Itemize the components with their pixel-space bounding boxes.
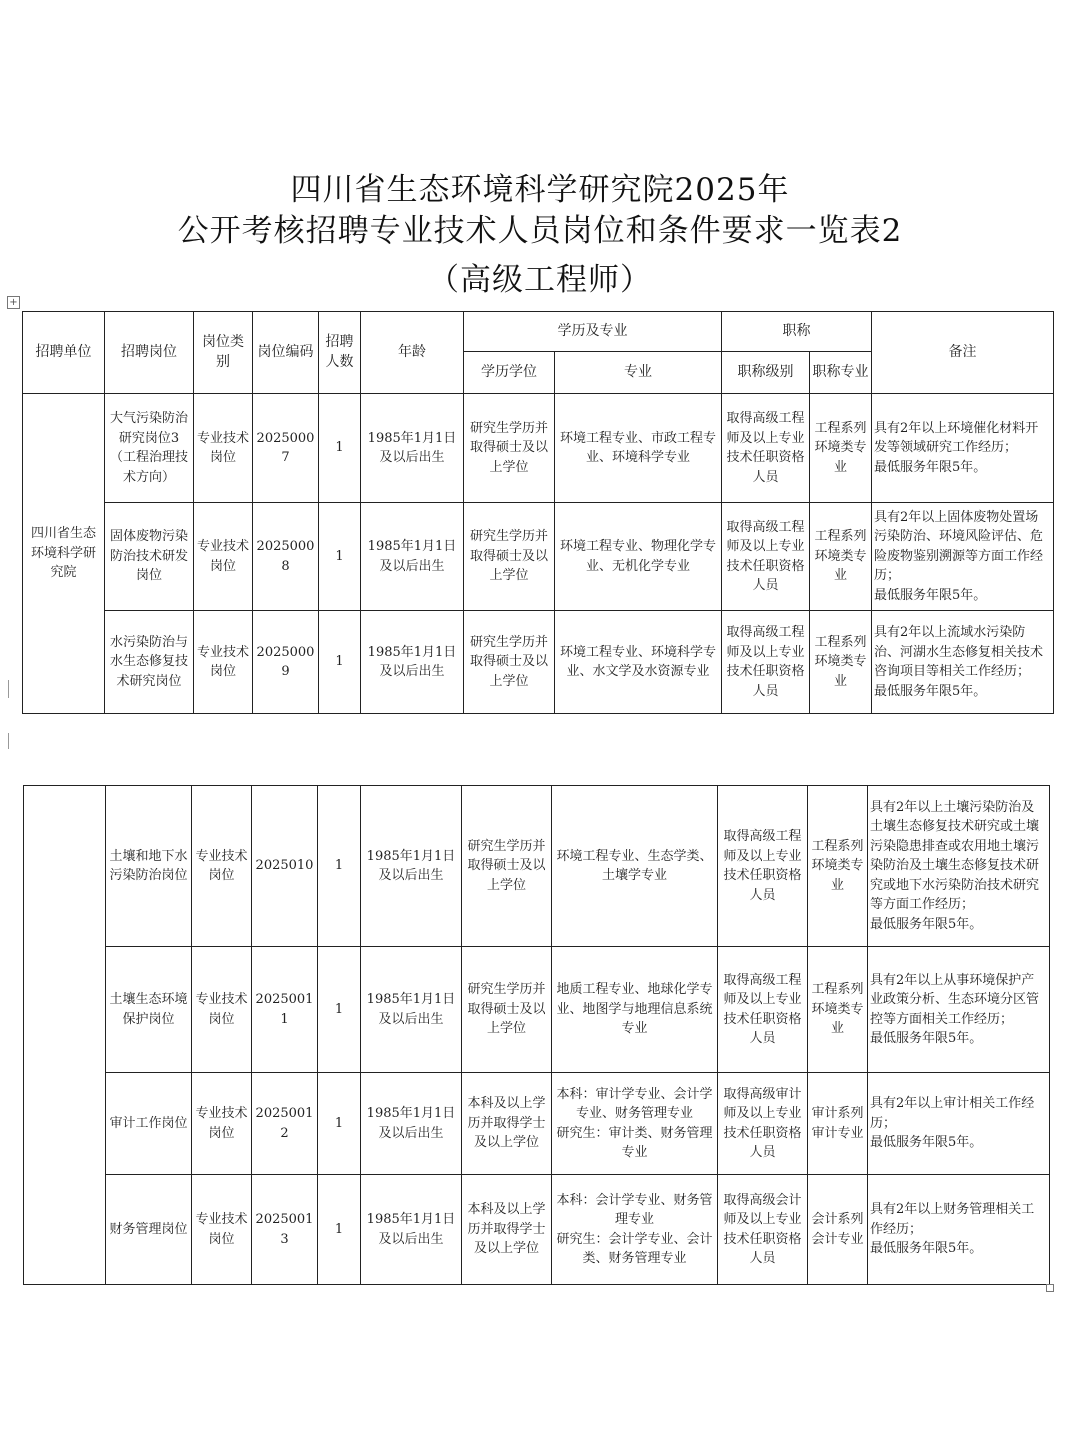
post-cell: 大气污染防治研究岗位3（工程治理技术方向） [105,394,194,503]
type-cell: 专业技术岗位 [192,947,252,1073]
title-level-cell: 取得高级工程师及以上专业技术任职资格人员 [722,394,810,503]
type-cell: 专业技术岗位 [192,1175,252,1285]
code-cell: 20250007 [253,394,319,503]
header-post-type: 岗位类别 [194,312,253,394]
remarks-text: 具有2年以上财务管理相关工作经历； [870,1202,1035,1237]
major-graduate-text: 研究生：会计学专业、会计类、财务管理专业 [556,1231,713,1266]
age-cell: 1985年1月1日及以后出生 [361,786,462,947]
type-cell: 专业技术岗位 [194,503,253,611]
unit-cell-continued [24,786,106,1285]
remarks-cell [868,786,1050,947]
service-text: 最低服务年限5年。 [874,683,987,699]
header-remarks: 备注 [872,312,1054,394]
title-level-cell: 取得高级会计师及以上专业技术任职资格人员 [718,1175,808,1285]
code-cell: 20250012 [252,1073,318,1175]
age-cell: 1985年1月1日及以后出生 [361,611,464,714]
post-cell: 水污染防治与水生态修复技术研究岗位 [105,611,194,714]
major-cell: 环境工程专业、生态学类、土壤学专业 [552,786,718,947]
remarks-text: 具有2年以上从事环境保护产业政策分析、生态环境分区管控等方面相关工作经历； [870,972,1040,1027]
service-text: 最低服务年限5年。 [870,1135,983,1151]
title-level-cell: 取得高级工程师及以上专业技术任职资格人员 [718,947,808,1073]
count-cell: 1 [318,1073,361,1175]
header-count: 招聘人数 [319,312,361,394]
post-cell: 土壤和地下水污染防治岗位 [106,786,192,947]
header-major: 专业 [555,352,722,394]
service-text: 最低服务年限5年。 [870,1241,983,1257]
title-major-cell: 会计系列会计专业 [808,1175,868,1285]
table-row [23,394,1054,503]
header-education-group: 学历及专业 [464,312,722,352]
age-cell: 1985年1月1日及以后出生 [361,1073,462,1175]
page-gutter-mark [8,680,9,698]
title-level-cell: 取得高级审计师及以上专业技术任职资格人员 [718,1073,808,1175]
code-cell: 20250013 [252,1175,318,1285]
table-row [24,1175,1050,1285]
count-cell: 1 [318,1175,361,1285]
count-cell: 1 [319,503,361,611]
service-text: 最低服务年限5年。 [870,916,983,932]
table-resize-handle-icon[interactable] [1046,1284,1054,1292]
service-text: 最低服务年限5年。 [874,459,987,475]
remarks-text: 具有2年以上审计相关工作经历； [870,1096,1035,1131]
table-row [23,503,1054,611]
code-cell: 2025010 [252,786,318,947]
document-subtitle: （高级工程师） [428,262,652,298]
title-major-cell: 工程系列环境类专业 [810,611,872,714]
table-row [24,947,1050,1073]
title-major-cell: 工程系列环境类专业 [808,947,868,1073]
degree-cell: 研究生学历并取得硕士及以上学位 [464,394,555,503]
document-title-line2: 公开考核招聘专业技术人员岗位和条件要求一览表2 [177,213,903,249]
post-cell: 审计工作岗位 [106,1073,192,1175]
type-cell: 专业技术岗位 [194,611,253,714]
major-cell [552,1175,718,1285]
header-title-group: 职称 [722,312,872,352]
header-title-major: 职称专业 [810,352,872,394]
code-cell: 20250011 [252,947,318,1073]
document-title-line1: 四川省生态环境科学研究院2025年 [290,172,790,208]
service-text: 最低服务年限5年。 [870,1031,983,1046]
unit-cell: 四川省生态环境科学研究院 [23,394,105,714]
header-unit: 招聘单位 [23,312,105,394]
table-row [24,1073,1050,1175]
major-graduate-text: 研究生：审计类、财务管理专业 [556,1125,713,1160]
degree-cell: 研究生学历并取得硕士及以上学位 [462,947,552,1073]
major-cell [552,1073,718,1175]
header-post-code: 岗位编码 [253,312,319,394]
post-cell: 土壤生态环境保护岗位 [106,947,192,1073]
recruitment-table-page2 [23,785,1050,1285]
title-major-cell: 审计系列审计专业 [808,1073,868,1175]
title-level-cell: 取得高级工程师及以上专业技术任职资格人员 [718,786,808,947]
title-level-cell: 取得高级工程师及以上专业技术任职资格人员 [722,611,810,714]
header-title-level: 职称级别 [722,352,810,394]
remarks-text: 具有2年以上土壤污染防治及土壤生态修复技术研究或土壤污染隐患排查或农用地土壤污染防治及土壤生态修复技术研究或地下水污染防治技术研究等方面工作经历； [870,799,1040,913]
count-cell: 1 [318,786,361,947]
type-cell: 专业技术岗位 [192,786,252,947]
remarks-text: 具有2年以上固体废物处置场污染防治、环境风险评估、危险废物鉴别溯源等方面工作经历； [874,509,1044,584]
header-post: 招聘岗位 [105,312,194,394]
header-age: 年龄 [361,312,464,394]
remarks-cell [868,1175,1050,1285]
recruitment-table-page1 [22,311,1054,714]
count-cell: 1 [319,611,361,714]
remarks-cell [872,503,1054,611]
page-gutter-mark [8,733,9,749]
major-cell: 环境工程专业、环境科学专业、水文学及水资源专业 [555,611,722,714]
remarks-cell [872,611,1054,714]
title-major-cell: 工程系列环境类专业 [810,394,872,503]
remarks-cell [872,394,1054,503]
age-cell: 1985年1月1日及以后出生 [361,503,464,611]
type-cell: 专业技术岗位 [192,1073,252,1175]
age-cell: 1985年1月1日及以后出生 [361,394,464,503]
major-cell: 地质工程专业、地球化学专业、地图学与地理信息系统专业 [552,947,718,1073]
service-text: 最低服务年限5年。 [874,587,987,603]
code-cell: 20250009 [253,611,319,714]
major-cell: 环境工程专业、市政工程专业、环境科学专业 [555,394,722,503]
major-cell: 环境工程专业、物理化学专业、无机化学专业 [555,503,722,611]
count-cell: 1 [318,947,361,1073]
post-cell: 固体废物污染防治技术研发岗位 [105,503,194,611]
title-major-cell: 工程系列环境类专业 [808,786,868,947]
age-cell: 1985年1月1日及以后出生 [361,1175,462,1285]
age-cell: 1985年1月1日及以后出生 [361,947,462,1073]
remarks-cell [868,947,1050,1073]
degree-cell: 研究生学历并取得硕士及以上学位 [462,786,552,947]
table-row [24,786,1050,947]
major-undergrad-text: 本科：审计学专业、会计学专业、财务管理专业 [556,1086,713,1121]
header-degree: 学历学位 [464,352,555,394]
count-cell: 1 [319,394,361,503]
code-cell: 20250008 [253,503,319,611]
degree-cell: 本科及以上学历并取得学士及以上学位 [462,1175,552,1285]
type-cell: 专业技术岗位 [194,394,253,503]
remarks-text: 具有2年以上流域水污染防治、河湖水生态修复相关技术咨询项目等相关工作经历； [874,625,1044,679]
table-row [23,611,1054,714]
post-cell: 财务管理岗位 [106,1175,192,1285]
degree-cell: 研究生学历并取得硕士及以上学位 [464,503,555,611]
table-move-handle-icon[interactable]: + [7,296,20,309]
title-major-cell: 工程系列环境类专业 [810,503,872,611]
title-level-cell: 取得高级工程师及以上专业技术任职资格人员 [722,503,810,611]
remarks-text: 具有2年以上环境催化材料开发等领域研究工作经历； [874,420,1039,456]
major-undergrad-text: 本科：会计学专业、财务管理专业 [556,1192,713,1227]
remarks-cell [868,1073,1050,1175]
degree-cell: 本科及以上学历并取得学士及以上学位 [462,1073,552,1175]
degree-cell: 研究生学历并取得硕士及以上学位 [464,611,555,714]
